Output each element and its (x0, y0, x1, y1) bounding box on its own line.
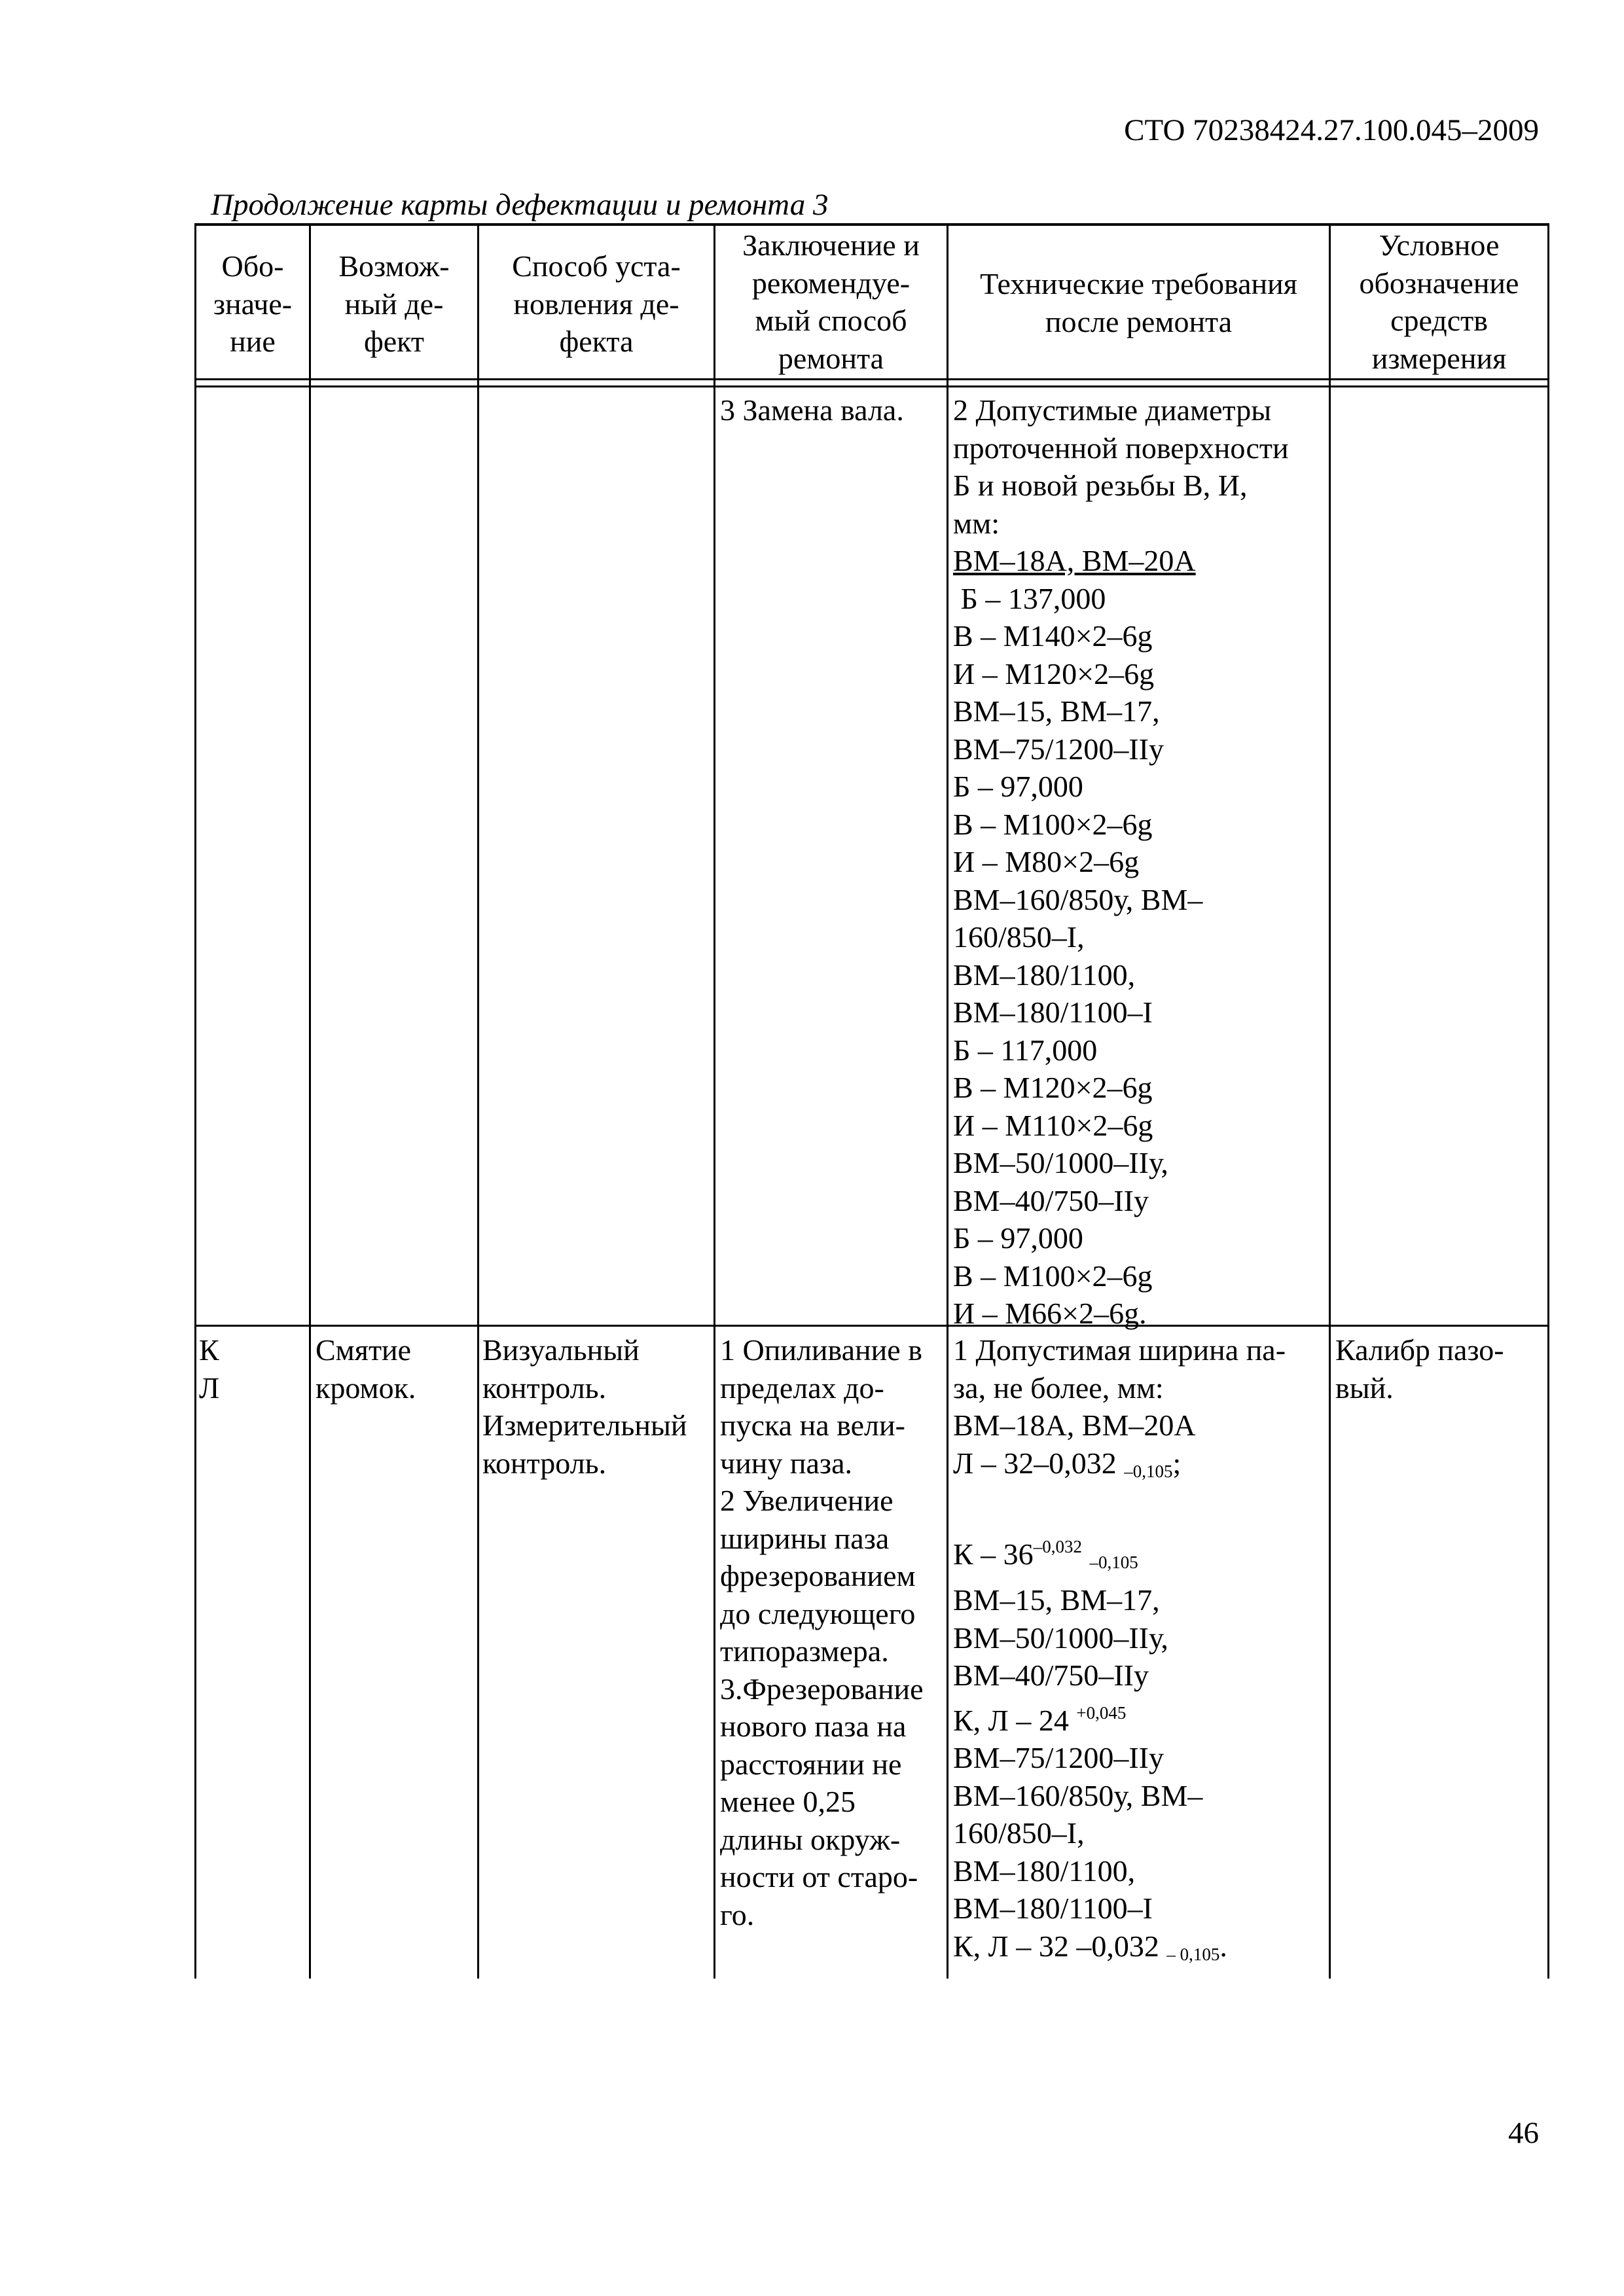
header-designation: Обо- значе- ние (213, 249, 293, 358)
column-border-0 (194, 223, 196, 1979)
table-caption: Продолжение карты дефектации и ремонта 3 (211, 188, 829, 222)
row1-conclusion: 3 Замена вала. (720, 393, 904, 427)
table-top-border (194, 223, 1549, 226)
column-border-5 (1329, 223, 1331, 1979)
row2-designation: К Л (199, 1333, 220, 1405)
header-detection-method: Способ уста- новления де- фекта (512, 249, 681, 358)
header-measuring-instruments: Условное обозначение средств измерения (1359, 228, 1519, 375)
header-possible-defect: Возмож- ный де- фект (338, 249, 450, 358)
column-border-1 (309, 223, 311, 1979)
row2-defect: Смятие кромок. (316, 1333, 416, 1405)
row2-conclusion: 1 Опиливание в пределах до- пуска на вели- чину паза. 2 Увеличение ширины паза фрезерованием до следующего типоразмера. 3.Фрезерование нового паза на расстоянии не менее 0,25 длины окруж- ности от старо- го. (720, 1333, 924, 1931)
row2-detection-method: Визуальный контроль. Измерительный контроль. (482, 1333, 687, 1480)
document-code: СТО 70238424.27.100.045–2009 (1124, 113, 1539, 147)
column-border-2 (477, 223, 479, 1979)
page-number: 46 (1508, 2116, 1539, 2150)
tolerance-line-kl-24: К, Л – 24 $^{+0,045}$ (953, 1702, 1127, 1737)
tolerance-line-l: Л – 32–0,032 $_{-0,105}$; (953, 1446, 1182, 1481)
header-conclusion: Заключение и рекомендуе- мый способ ремонта (742, 228, 920, 375)
header-separator-line-1 (194, 378, 1549, 380)
tolerance-line-kl-32: К, Л – 32 –0,032 $_{- 0,105}$. (953, 1929, 1227, 1964)
column-border-6 (1547, 223, 1549, 1979)
row-divider (194, 1325, 1549, 1327)
header-separator-line-2 (194, 386, 1549, 387)
column-border-4 (947, 223, 948, 1979)
row2-requirements: 1 Допустимая ширина па- за, не более, мм: ВМ–18А, ВМ–20А Л – 32–0,032 $_{-0,105}$; К – $36^{-0,032}$ $_{-0,105}$ ВМ–15, ВМ–17, ВМ–50/1000–IIу, ВМ–40/750–IIу К, Л – 24 $^{+0,045}$ ВМ–75/1200–IIу ВМ–160/850у, ВМ– 160/850–I, ВМ–180/1100, ВМ–180/1100–I К, Л – 32 –0,032 $_{- 0,105}$. (953, 1331, 1286, 1973)
row1-requirements: 2 Допустимые диаметры проточенной поверхности Б и новой резьбы В, И, мм: ВМ–18А, ВМ–20А Б – 137,000 В – М140×2–6g И – М120×2–6g ВМ–15, ВМ–17, ВМ–75/1200–IIу Б – 97,000 В – М100×2–6g И – М80×2–6g ВМ–160/850у, ВМ– 160/850–I, ВМ–180/1100, ВМ–180/1100–I Б – 117,000 В – М120×2–6g И – М110×2–6g ВМ–50/1000–IIу, ВМ–40/750–IIу Б – 97,000 В – М100×2–6g И – М66×2–6g. (953, 393, 1289, 1330)
row2-instrument: Калибр пазо- вый. (1335, 1333, 1504, 1405)
tolerance-line-k: К – $36^{-0,032}$ $_{-0,105}$ (953, 1536, 1138, 1572)
header-technical-requirements: Технические требования после ремонта (980, 267, 1297, 338)
column-border-3 (713, 223, 715, 1979)
